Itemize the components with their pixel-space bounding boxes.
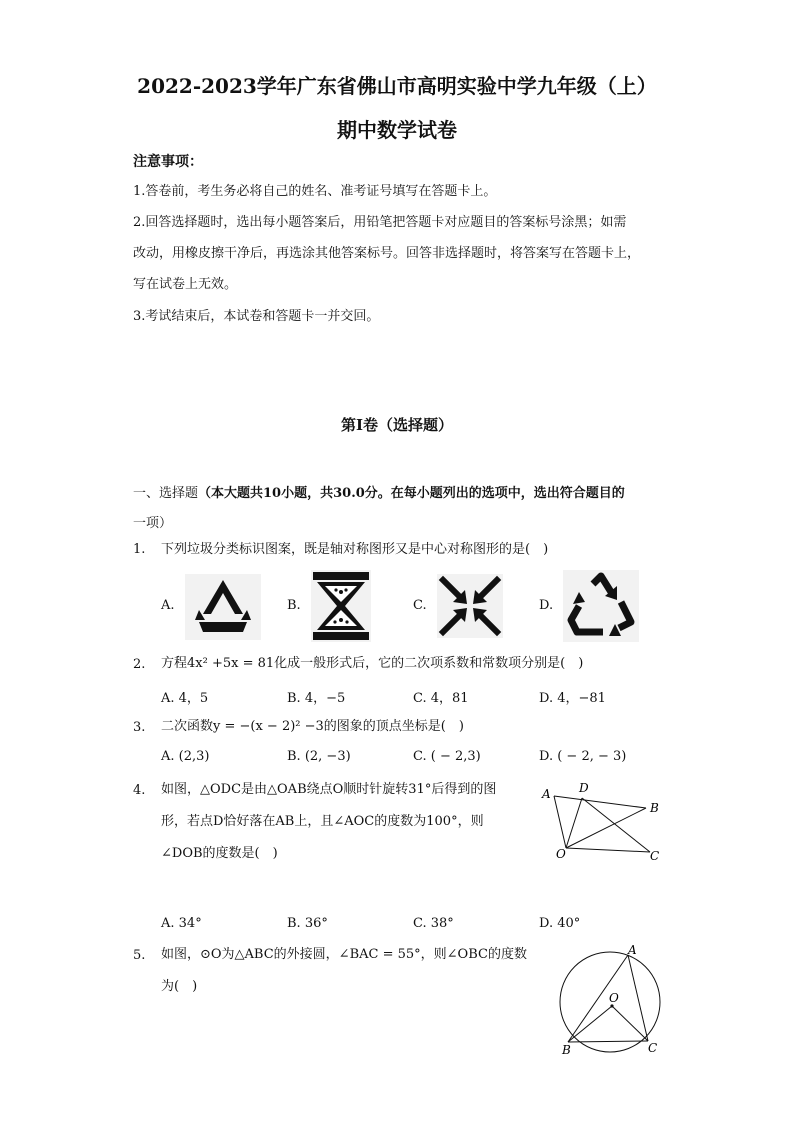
question-number: 3. [133,720,146,735]
figure-label-a: A [628,943,637,957]
option-item: B. (2, −3) [287,749,351,764]
question-number: 5. [133,948,146,963]
part-one-cont: 一项） [133,516,173,531]
option-item: B. 4，−5 [287,691,346,706]
recycle-arrows-icon [563,570,639,642]
option-label: B. [287,598,301,613]
notice-item: 写在试卷上无效。 [133,277,238,292]
figure-label-c: C [648,1041,658,1055]
option-item: D. ( − 2, − 3) [539,749,627,764]
inward-arrows-icon [437,574,513,646]
rotation-figure [536,778,668,868]
figure-label-c: C [650,849,660,863]
option-item: C. ( − 2,3) [413,749,481,764]
option-item: A. 4，5 [161,691,209,706]
figure-label-d: D [579,781,589,795]
paper-title-line1: 2022-2023学年广东省佛山市高明实验中学九年级（上） [137,74,657,98]
figure-label-o: O [556,847,566,861]
recycle-triangle-icon [185,574,261,646]
option-label: C. [413,598,427,613]
figure-label-o: O [609,991,619,1005]
question-text-line: 如图，⊙O为△ABC的外接圆，∠BAC = 55°，则∠OBC的度数 [161,947,527,962]
option-item: D. 40° [539,916,581,931]
part-one-lead: 一、选择题 [133,486,199,501]
option-item: C. 38° [413,916,454,931]
question-text-line: 如图，△ODC是由△OAB绕点O顺时针旋转31°后得到的图 [161,782,497,797]
question-text-line: ∠DOB的度数是( ) [161,846,278,861]
question-text: 下列垃圾分类标识图案，既是轴对称图形又是中心对称图形的是( ) [161,542,549,557]
notice-item: 1.答卷前，考生务必将自己的姓名、准考证号填写在答题卡上。 [133,184,497,199]
notice-item: 改动，用橡皮擦干净后，再选涂其他答案标号。回答非选择题时，将答案写在答题卡上， [133,246,641,261]
question-number: 4. [133,783,146,798]
option-item: A. 34° [161,916,202,931]
paper-title-line2: 期中数学试卷 [337,118,457,142]
question-text-line: 形，若点D恰好落在AB上，且∠AOC的度数为100°，则 [161,814,484,829]
question-text: 方程4x² +5x = 81化成一般形式后，它的二次项系数和常数项分别是( ) [161,656,584,671]
question-text-line: 为( ) [161,979,198,994]
question-number: 1. [133,542,146,557]
option-label: D. [539,598,554,613]
circumcircle-figure [552,942,670,1060]
option-item: C. 4，81 [413,691,469,706]
option-item: A. (2,3) [161,749,210,764]
section-title: 第Ⅰ卷（选择题） [340,416,454,434]
question-text: 二次函数y = −(x − 2)² −3的图象的顶点坐标是( ) [161,719,464,734]
notice-item: 2.回答选择题时，选出每小题答案后，用铅笔把答题卡对应题目的答案标号涂黑；如需 [133,215,627,230]
option-item: B. 36° [287,916,328,931]
option-label: A. [161,598,175,613]
question-number: 2. [133,657,146,672]
figure-label-a: A [542,787,551,801]
figure-label-b: B [562,1043,571,1057]
part-one-desc: （本大题共10小题，共30.0分。在每小题列出的选项中，选出符合题目的 [198,486,625,501]
figure-label-b: B [650,801,659,815]
option-item: D. 4，−81 [539,691,606,706]
notice-item: 3.考试结束后，本试卷和答题卡一并交回。 [133,309,380,324]
part-one-header [133,479,668,539]
notice-heading: 注意事项： [133,154,203,170]
hourglass-icon [311,570,387,642]
